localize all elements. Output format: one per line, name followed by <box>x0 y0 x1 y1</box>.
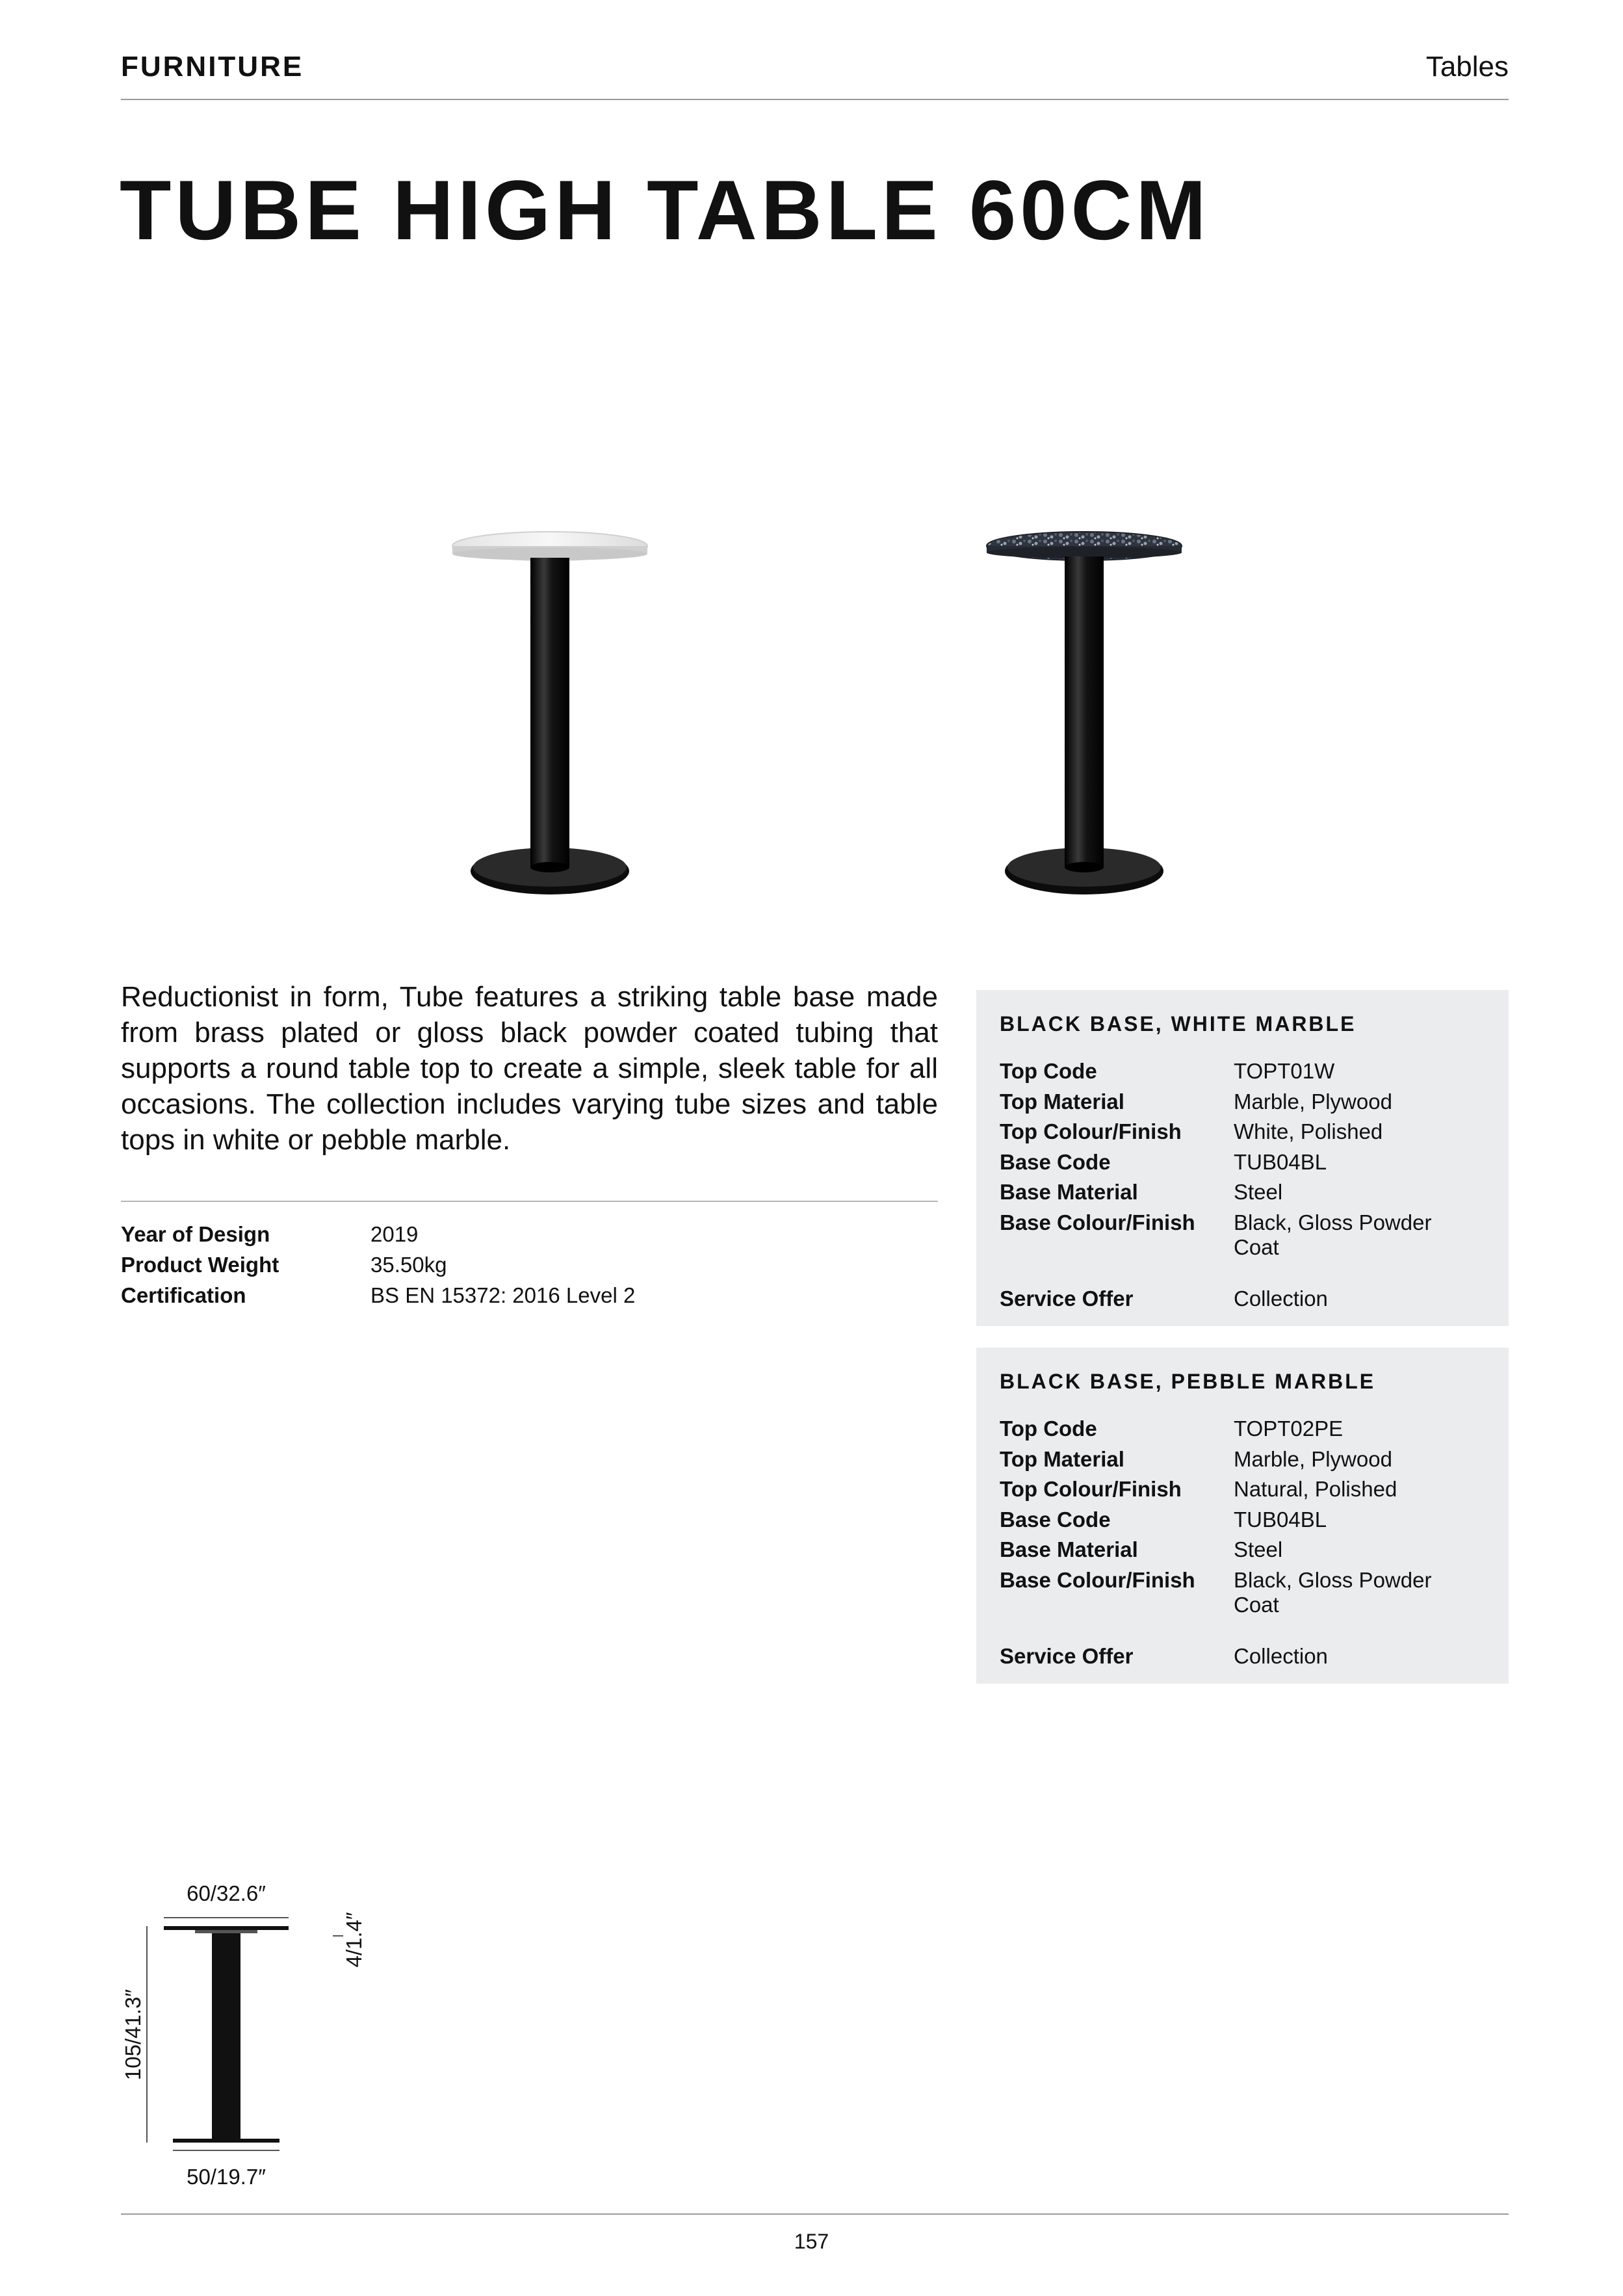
spec-label: Top Colour/Finish <box>1000 1477 1182 1501</box>
dimension-drawing <box>0 1872 455 2210</box>
spec-label: Base Colour/Finish <box>1000 1210 1195 1234</box>
spec-value: TUB04BL <box>1234 1507 1327 1532</box>
spec-label: Top Code <box>1000 1416 1097 1441</box>
spec-row <box>1000 1537 1481 1568</box>
spec-row <box>1000 1447 1481 1478</box>
spec-box-pebble-marble <box>976 1348 1509 1684</box>
spec-row <box>1000 1271 1481 1317</box>
spec-value: TOPT01W <box>1234 1059 1335 1083</box>
table-tube <box>530 558 569 849</box>
spec-value: Marble, Plywood <box>1234 1089 1392 1114</box>
drawing-table-base <box>173 2139 279 2143</box>
meta-value: 2019 <box>370 1222 419 1246</box>
spec-value: White, Polished <box>1234 1119 1383 1143</box>
dim-base-width-label: 50/19.7″ <box>187 2165 266 2189</box>
spec-row <box>1000 1180 1481 1210</box>
spec-value: TUB04BL <box>1234 1149 1327 1174</box>
spec-label: Base Colour/Finish <box>1000 1567 1195 1592</box>
spec-table <box>1000 1059 1481 1316</box>
meta-row-year <box>121 1222 635 1253</box>
meta-row-weight <box>121 1253 635 1283</box>
spec-value: Steel <box>1234 1180 1283 1204</box>
page-number: 157 <box>794 2230 829 2253</box>
meta-row-certification <box>121 1283 635 1314</box>
spec-row <box>1000 1477 1481 1507</box>
product-image-pebble-marble <box>980 520 1188 910</box>
header-divider <box>121 99 1509 100</box>
spec-value: Collection <box>1234 1286 1328 1311</box>
spec-label: Base Code <box>1000 1507 1111 1532</box>
spec-value: Marble, Plywood <box>1234 1446 1392 1471</box>
spec-label: Service Offer <box>1000 1286 1134 1311</box>
spec-value: Natural, Polished <box>1234 1477 1397 1501</box>
drawing-table-top-plate <box>195 1930 257 1933</box>
spec-value: Steel <box>1234 1537 1283 1561</box>
spec-label: Base Code <box>1000 1149 1111 1174</box>
meta-label: Certification <box>121 1283 246 1307</box>
spec-box-white-marble <box>976 990 1509 1326</box>
drawing-table-tube <box>212 1933 240 2139</box>
spec-box-title: BLACK BASE, PEBBLE MARBLE <box>1000 1370 1376 1393</box>
spec-label: Top Material <box>1000 1446 1124 1471</box>
meta-value: BS EN 15372: 2016 Level 2 <box>370 1283 636 1307</box>
spec-value: Black, Gloss Powder Coat <box>1234 1567 1432 1617</box>
spec-row <box>1000 1416 1481 1447</box>
spec-label: Top Material <box>1000 1089 1124 1114</box>
spec-row <box>1000 1119 1481 1150</box>
drawing-table-top <box>164 1926 289 1930</box>
spec-label: Top Colour/Finish <box>1000 1119 1182 1143</box>
footer-divider <box>121 2213 1509 2215</box>
meta-label: Year of Design <box>121 1222 270 1246</box>
spec-box-title: BLACK BASE, WHITE MARBLE <box>1000 1012 1357 1036</box>
spec-row <box>1000 1628 1481 1675</box>
spec-label: Service Offer <box>1000 1643 1134 1668</box>
product-image-white-marble <box>446 520 654 910</box>
header-section: Tables <box>1425 51 1509 83</box>
spec-table <box>1000 1416 1481 1674</box>
spec-row <box>1000 1089 1481 1120</box>
spec-label: Base Material <box>1000 1537 1138 1561</box>
spec-row <box>1000 1150 1481 1181</box>
product-meta-table <box>121 1222 635 1314</box>
dim-top-thickness-label: 4/1.4″ <box>342 1912 366 1968</box>
meta-value: 35.50kg <box>370 1253 447 1277</box>
spec-row <box>1000 1059 1481 1089</box>
header-category: FURNITURE <box>121 51 304 83</box>
product-description: Reductionist in form, Tube features a striking table base made from brass plated or gloss black powder coated tubing that supports a round table top to create a simple, sleek table for all occasions. The collection includes varying tube sizes and table tops in white or pebble marble. <box>121 981 938 1156</box>
spec-label: Base Material <box>1000 1180 1138 1204</box>
table-tube <box>1065 556 1104 849</box>
page-title: TUBE HIGH TABLE 60CM <box>120 163 1210 257</box>
spec-value: Collection <box>1234 1643 1328 1668</box>
spec-label: Top Code <box>1000 1059 1097 1083</box>
spec-value: Black, Gloss Powder Coat <box>1234 1210 1432 1259</box>
spec-row <box>1000 1210 1481 1271</box>
dim-top-width-label: 60/32.6″ <box>187 1881 266 1905</box>
description-divider <box>121 1201 938 1202</box>
meta-label: Product Weight <box>121 1253 279 1277</box>
spec-row <box>1000 1568 1481 1628</box>
dim-height-label: 105/41.3″ <box>121 1989 145 2081</box>
spec-value: TOPT02PE <box>1234 1416 1344 1441</box>
spec-row <box>1000 1507 1481 1538</box>
